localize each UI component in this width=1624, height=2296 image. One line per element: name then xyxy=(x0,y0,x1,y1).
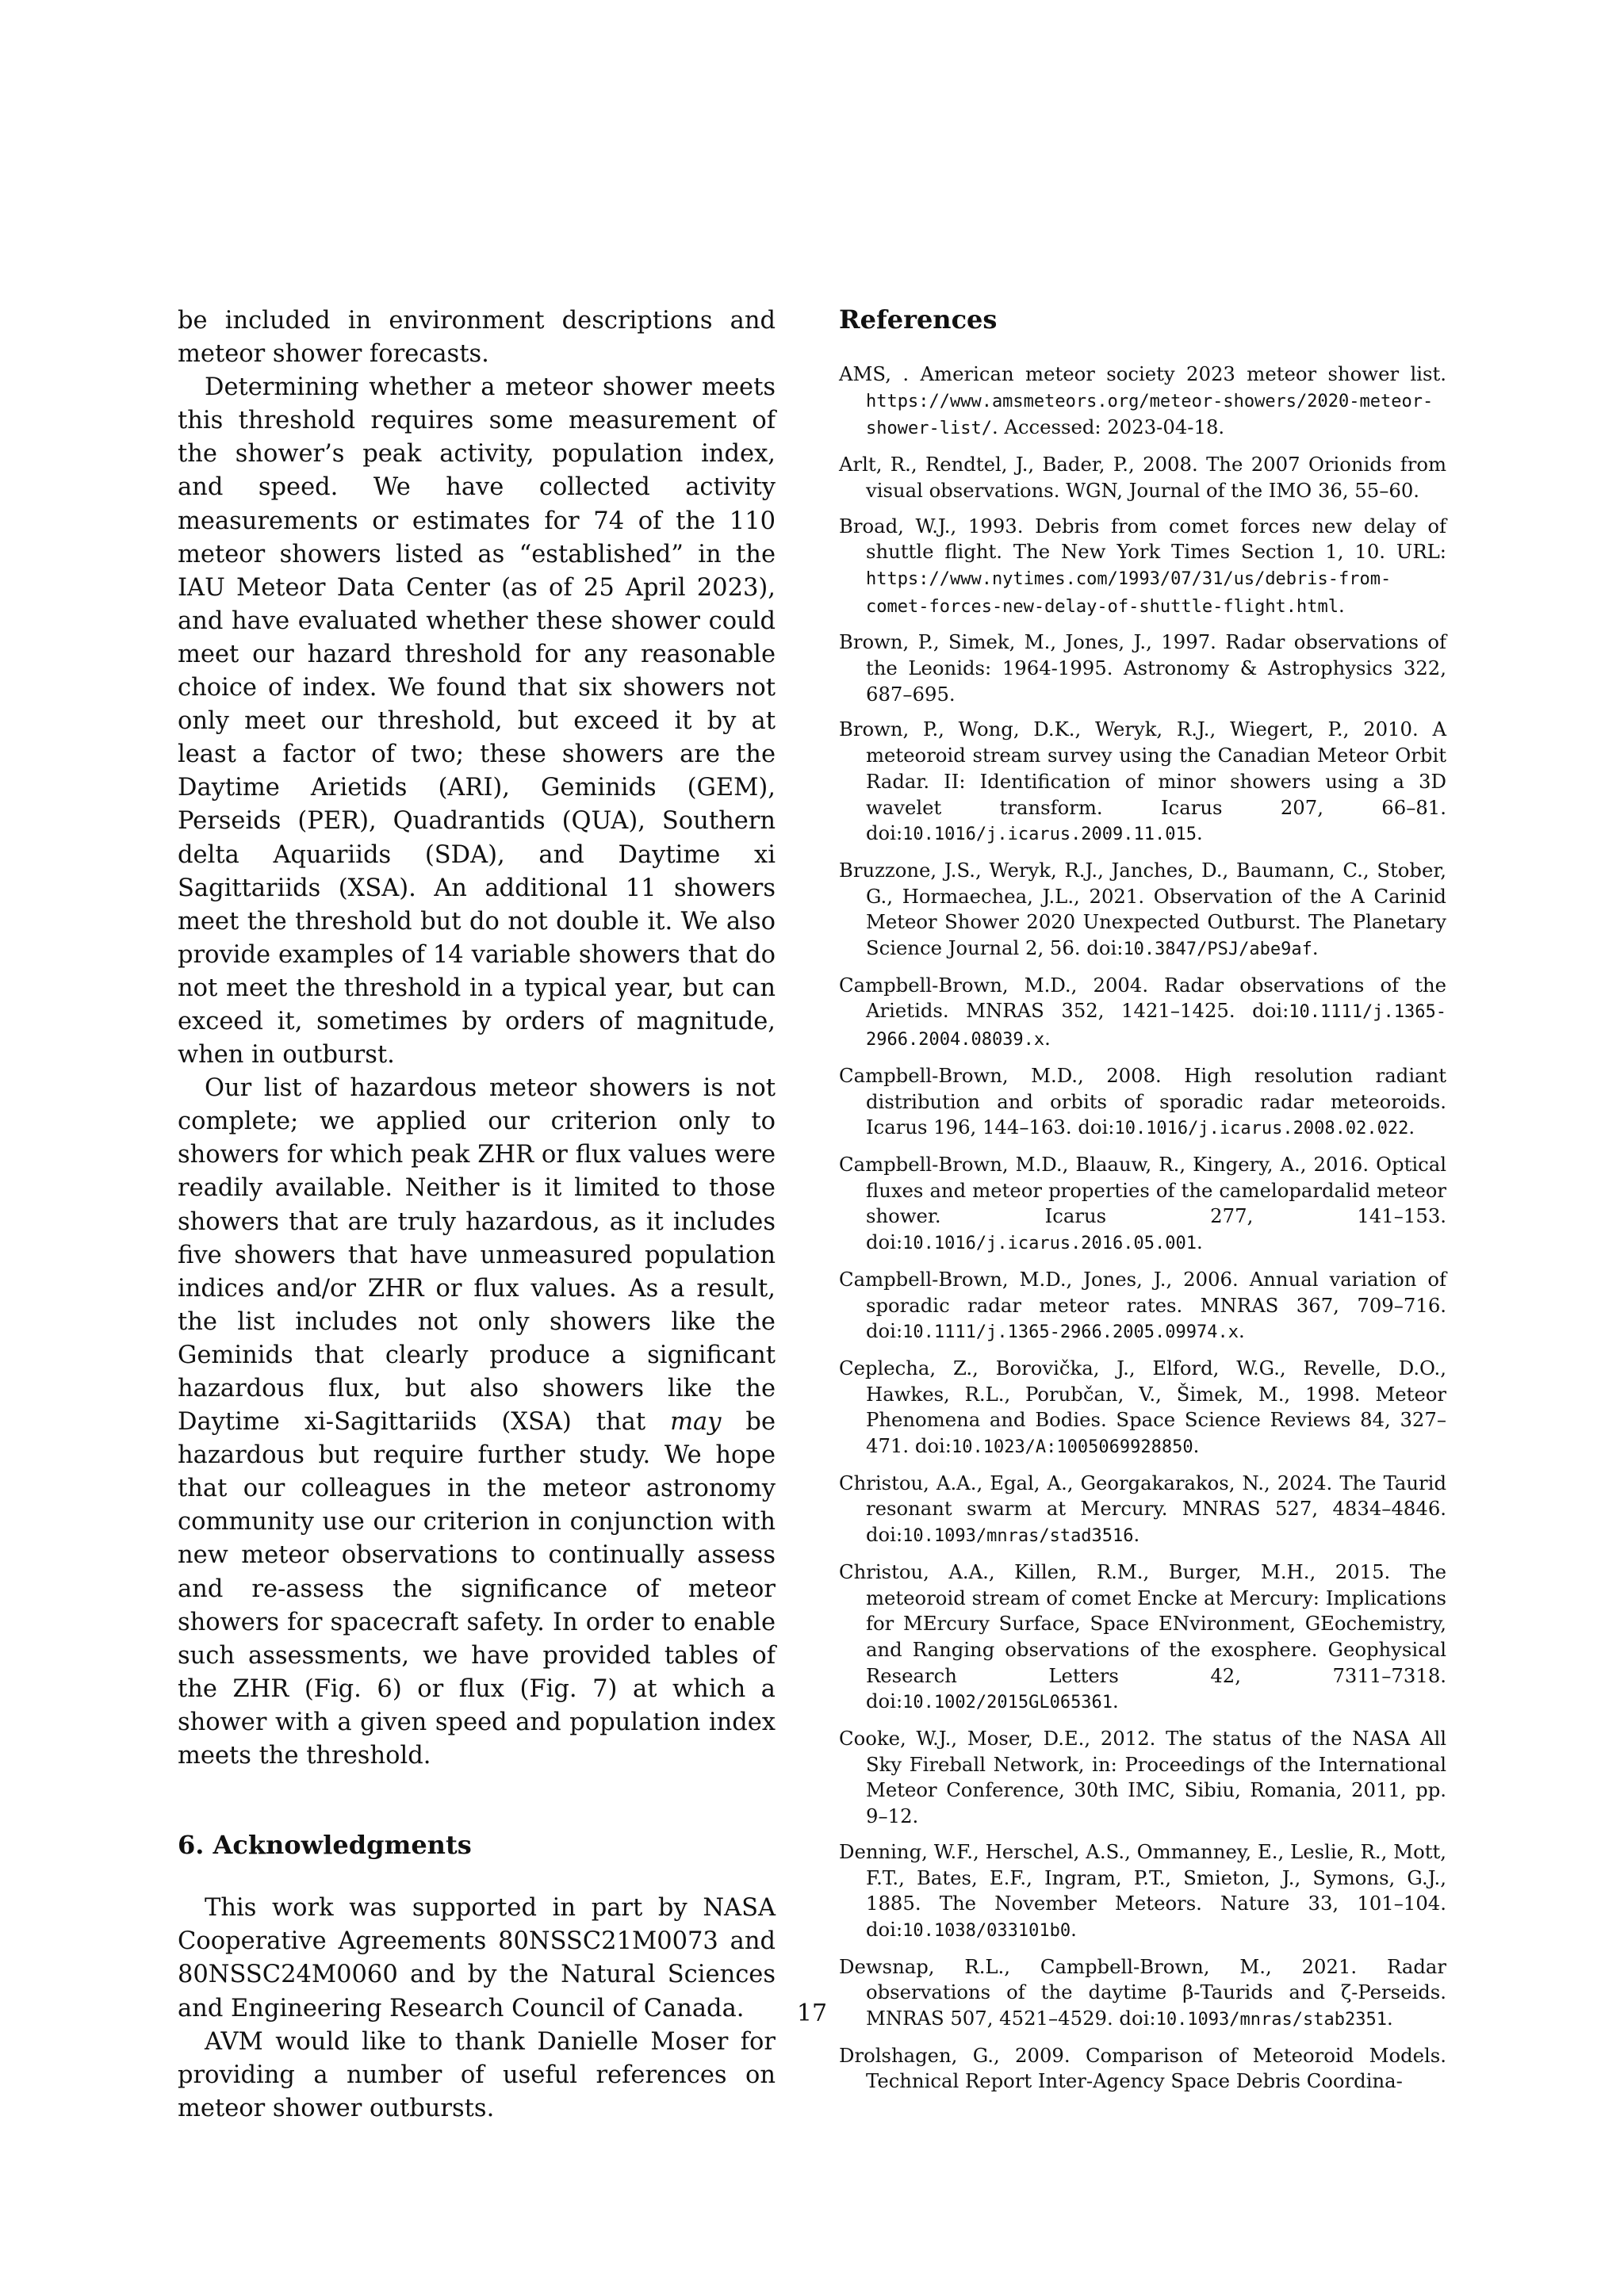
reference-link[interactable]: 10.1093/mnras/stab2351 xyxy=(1155,2010,1387,2030)
reference-tail: . xyxy=(1113,1689,1119,1713)
reference-tail: . Accessed: 2023-04-18. xyxy=(991,415,1225,439)
reference-item xyxy=(839,629,1446,707)
reference-text: Campbell-Brown, M.D., Blaauw, R., Kingery, A., 2016. Optical fluxes and meteor properties of the camelopardalid meteor shower. Icarus 277, 141–153. doi: xyxy=(839,1152,1446,1254)
reference-text: Dewsnap, R.L., Campbell-Brown, M., 2021. Radar observations of the daytime β-Taurids and ζ-Perseids. MNRAS 507, 4521–4529. doi: xyxy=(839,1954,1446,2030)
reference-text: Campbell-Brown, M.D., 2004. Radar observations of the Arietids. MNRAS 352, 1421–1425. doi: xyxy=(839,973,1446,1023)
reference-item xyxy=(839,1726,1446,1830)
reference-text: Bruzzone, J.S., Weryk, R.J., Janches, D., Baumann, C., Stober, G., Hormaechea, J.L., 2021. Observation of the A Carinid Meteor Shower 2020 Unexpected Outburst. The Planetary Science Journal 2, 56. doi: xyxy=(839,858,1446,960)
reference-link[interactable]: 10.3847/PSJ/abe9af xyxy=(1123,939,1312,960)
reference-tail: . xyxy=(1386,2007,1393,2030)
reference-item xyxy=(839,1559,1446,1716)
reference-tail: . xyxy=(1312,936,1319,960)
reference-item xyxy=(839,514,1446,621)
reference-text: Denning, W.F., Herschel, A.S., Ommanney, E., Leslie, R., Mott, F.T., Bates, E.F., Ingram, P.T., Smieton, J., Symons, G.J., 1885. The November Meteors. Nature 33, 101–104. doi: xyxy=(839,1839,1446,1941)
left-column xyxy=(178,304,776,2126)
emphasis-text: may xyxy=(670,1408,722,1437)
reference-item xyxy=(839,1839,1446,1945)
reference-item xyxy=(839,1152,1446,1257)
reference-tail: . xyxy=(1408,1115,1415,1139)
reference-text: Campbell-Brown, M.D., 2008. High resolution radiant distribution and orbits of sporadic radar meteoroids. Icarus 196, 144–163. doi: xyxy=(839,1063,1446,1139)
body-paragraph: Determining whether a meteor shower meets this threshold requires some measurement of the shower’s peak activity, population index, and speed. We have collected activity measurements or estimates for 74 of the 110 meteor showers listed as “established” in the IAU Meteor Data Center (as of 25 April 2023), and have evaluated whether these shower could meet our hazard threshold for any reasonable choice of index. We found that six showers not only meet our threshold, but exceed it by at least a factor of two; these showers are the Daytime Arietids (ARI), Geminids (GEM), Perseids (PER), Quadrantids (QUA), Southern delta Aquariids (SDA), and Daytime xi Sagittariids (XSA). An additional 11 showers meet the threshold but do not double it. We also provide examples of 14 variable showers that do not meet the threshold in a typical year, but can exceed it, sometimes by orders of magnitude, when in outburst. xyxy=(178,373,776,1070)
reference-tail: . xyxy=(1197,1230,1203,1254)
paragraph-text: be hazardous but require further study. We hope that our colleagues in the meteor astronomy community use our criterion in conjunction with new meteor observations to continually assess and re-assess the significance of meteor showers for spacecraft safety. In order to enable such assessments, we have provided tables of the ZHR (Fig. 6) or flux (Fig. 7) at which a shower with a given speed and population index meets the threshold. xyxy=(178,1408,776,1770)
reference-text: Brown, P., Simek, M., Jones, J., 1997. Radar observations of the Leonids: 1964-1995. Astronomy & Astrophysics 322, 687–695. xyxy=(839,630,1446,706)
reference-tail: . xyxy=(1339,593,1345,617)
reference-link[interactable]: 10.1023/A:1005069928850 xyxy=(951,1437,1193,1458)
reference-item xyxy=(839,1471,1446,1550)
reference-item xyxy=(839,362,1446,442)
references-heading: References xyxy=(839,304,998,335)
reference-text: Drolshagen, G., 2009. Comparison of Meteoroid Models. Technical Report Inter-Agency Space Debris Coordina- xyxy=(839,2043,1446,2093)
reference-item xyxy=(839,452,1446,503)
reference-link[interactable]: https://www.nytimes.com/1993/07/31/us/debris-from-comet-forces-new-delay-of-shuttle-flight.html xyxy=(866,568,1392,617)
reference-item xyxy=(839,1356,1446,1461)
reference-text: Ceplecha, Z., Borovička, J., Elford, W.G., Revelle, D.O., Hawkes, R.L., Porubčan, V., Šimek, M., 1998. Meteor Phenomena and Bodies. Space Science Reviews 84, 327–471. doi: xyxy=(839,1356,1446,1458)
reference-text: Christou, A.A., Killen, R.M., Burger, M.H., 2015. The meteoroid stream of comet Encke at Mercury: Implications for MErcury Surface, Space ENvironment, GEochemistry, and Ranging observations of the exosphere. Geophysical Research Letters 42, 7311–7318. doi: xyxy=(839,1559,1446,1713)
reference-item xyxy=(839,1063,1446,1142)
reference-link[interactable]: 10.1016/j.icarus.2008.02.022 xyxy=(1114,1119,1409,1139)
reference-link[interactable]: 10.1111/j.1365-2966.2004.08039.x xyxy=(866,1002,1446,1050)
reference-link[interactable]: 10.1016/j.icarus.2009.11.015 xyxy=(902,825,1197,845)
reference-text: Brown, P., Wong, D.K., Weryk, R.J., Wiegert, P., 2010. A meteoroid stream survey using the Canadian Meteor Orbit Radar. II: Identification of minor showers using a 3D wavelet transform. Icarus 207, 66–81. doi: xyxy=(839,718,1446,845)
reference-tail: . xyxy=(1133,1523,1140,1547)
reference-link[interactable]: 10.1038/033101b0 xyxy=(902,1920,1071,1941)
reference-tail: . xyxy=(1044,1027,1051,1050)
reference-text: Broad, W.J., 1993. Debris from comet forces new delay of shuttle flight. The New York Times Section 1, 10. URL: xyxy=(839,514,1446,564)
reference-link[interactable]: 10.1016/j.icarus.2016.05.001 xyxy=(902,1234,1197,1254)
reference-tail: . xyxy=(1238,1319,1245,1343)
reference-item xyxy=(839,973,1446,1054)
section-heading: 6. Acknowledgments xyxy=(178,1830,472,1861)
reference-link[interactable]: https://www.amsmeteors.org/meteor-showers/2020-meteor-shower-list/ xyxy=(866,391,1434,439)
reference-text: Christou, A.A., Egal, A., Georgakarakos, N., 2024. The Taurid resonant swarm at Mercury. MNRAS 527, 4834–4846. doi: xyxy=(839,1471,1446,1547)
paragraph-text: Our list of hazardous meteor showers is not complete; we applied our criterion only to showers for which peak ZHR or flux values were readily available. Neither is it limited to those showers that are truly hazardous, as it includes five showers that have unmeasured population indices and/or ZHR or flux values. As a result, the list includes not only showers like the Geminids that clearly produce a significant hazardous flux, but also showers like the Daytime xi-Sagittariids (XSA) that xyxy=(178,1074,776,1437)
reference-item xyxy=(839,858,1446,963)
reference-link[interactable]: 10.1111/j.1365-2966.2005.09974.x xyxy=(902,1322,1239,1343)
acknowledgment-paragraph: This work was supported in part by NASA Cooperative Agreements 80NSSC21M0073 and 80NSSC24M0060 and by the Natural Sciences and Engineering Research Council of Canada. xyxy=(178,1894,776,2022)
reference-text: Arlt, R., Rendtel, J., Bader, P., 2008. The 2007 Orionids from visual observations. WGN, Journal of the IMO 36, 55–60. xyxy=(839,453,1446,502)
references-column xyxy=(839,304,1446,2104)
reference-link[interactable]: 10.1093/mnras/stad3516 xyxy=(902,1526,1134,1547)
reference-text: AMS, . American meteor society 2023 meteor shower list. xyxy=(839,362,1446,385)
reference-list xyxy=(839,362,1446,2095)
reference-text: Campbell-Brown, M.D., Jones, J., 2006. Annual variation of sporadic radar meteor rates. MNRAS 367, 709–716. doi: xyxy=(839,1267,1446,1343)
reference-link[interactable]: 10.1002/2015GL065361 xyxy=(902,1693,1113,1713)
body-paragraph xyxy=(178,1072,776,1773)
reference-text: Cooke, W.J., Moser, D.E., 2012. The status of the NASA All Sky Fireball Network, in: Proceedings of the International Meteor Conference, 30th IMC, Sibiu, Romania, 2011, pp. 9–12. xyxy=(839,1727,1446,1828)
reference-item xyxy=(839,2043,1446,2095)
reference-tail: . xyxy=(1193,1434,1200,1458)
reference-item xyxy=(839,1267,1446,1346)
page-number: 17 xyxy=(796,1999,828,2027)
acknowledgment-paragraph: AVM would like to thank Danielle Moser for providing a number of useful references on meteor shower outbursts. xyxy=(178,2027,776,2122)
reference-tail: . xyxy=(1071,1917,1077,1941)
reference-item xyxy=(839,717,1446,848)
reference-tail: . xyxy=(1197,821,1203,845)
body-paragraph: be included in environment descriptions and meteor shower forecasts. xyxy=(178,307,776,369)
